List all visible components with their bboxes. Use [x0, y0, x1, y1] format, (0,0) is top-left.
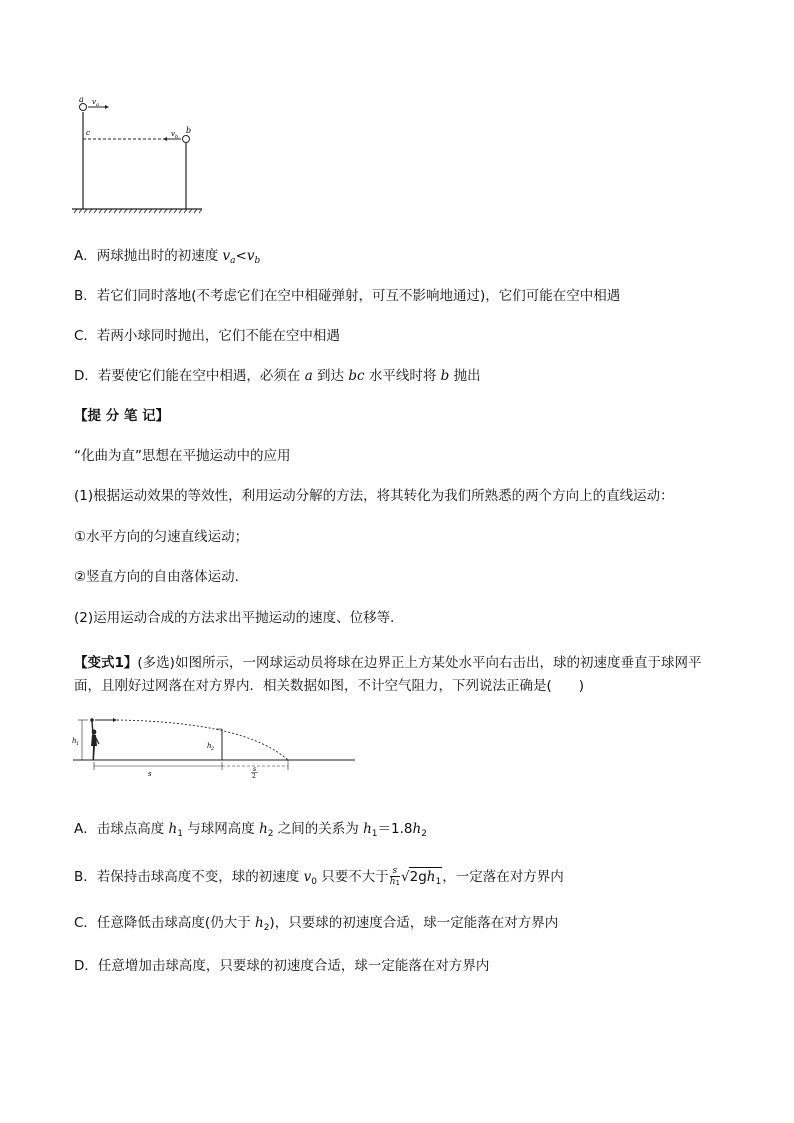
variant-line-2: 面，且刚好过网落在对方界内．相关数据如图，不计空气阻力，下列说法正确是( )	[74, 678, 585, 694]
q2-b-text-1: B．若保持击球高度不变，球的初速度	[74, 869, 304, 885]
option-b: B．若它们同时落地(不考虑它们在空中相碰弹射，可互不影响地通过)，它们可能在空中相遇	[74, 288, 621, 304]
option-d-text-1: D．若要使它们能在空中相遇，必须在	[74, 368, 305, 384]
option-d-text-4: 抛出	[449, 368, 481, 384]
velocity-arrow-head	[113, 718, 117, 722]
label-a: a	[79, 95, 84, 104]
q2-a-text-1: A．击球点高度	[74, 821, 169, 837]
var-h1: h	[168, 821, 178, 837]
q2-b-text-3: ，一定落在对方界内	[442, 869, 564, 885]
sqrt-symbol: √	[401, 869, 410, 885]
var-vb: v	[246, 248, 255, 264]
label-vb-sub: b	[175, 134, 179, 140]
q2-a-text-2: 与球网高度	[182, 821, 260, 837]
ball-a	[80, 104, 87, 111]
label-vb: v	[171, 130, 175, 138]
q2-b-text-2: 只要不大于	[316, 869, 389, 885]
sqrt-h: h	[426, 869, 436, 885]
option-d-text-2: 到达	[312, 368, 349, 384]
notes-p1: (1)根据运动效果的等效性，利用运动分解的方法，将其转化为我们所熟悉的两个方向上的直线运动：	[74, 488, 674, 504]
var-v0-sub: 0	[311, 877, 317, 887]
notes-title: “化曲为直”思想在平抛运动中的应用	[74, 448, 291, 464]
label-h1: h	[72, 737, 77, 745]
variant-line-1	[74, 654, 701, 672]
q2-a-text-3: 之间的关系为	[273, 821, 364, 837]
var-h2-c-sub: 2	[263, 923, 270, 933]
label-va: v	[92, 98, 96, 106]
fraction-numerator: s	[390, 866, 400, 877]
sqrt-content	[409, 867, 443, 891]
tennis-ball	[90, 718, 94, 722]
arrow-va-head	[105, 105, 109, 109]
var-h2: h	[259, 821, 268, 837]
less-than: <	[235, 248, 247, 264]
notes-p1-1: ①水平方向的匀速直线运动；	[74, 529, 249, 545]
option-a	[74, 247, 260, 270]
var-va-sub: a	[230, 256, 236, 266]
q2-option-b	[74, 866, 564, 891]
option-d	[74, 367, 481, 385]
sqrt-2g: 2g	[409, 869, 427, 885]
option-c: C．若两小球同时抛出，它们不能在空中相遇	[74, 328, 340, 344]
q2-c-text-2: )，只要球的初速度合适，球一定能落在对方界内	[269, 915, 559, 931]
var-vb-sub: b	[254, 256, 261, 266]
var-h1-sub: 1	[177, 829, 183, 839]
label-h2-sub: 2	[211, 746, 215, 752]
figure-two-balls	[68, 94, 208, 214]
equals-value: ＝1.8	[377, 821, 413, 837]
variant-text-1: (多选)如图所示，一网球运动员将球在边界正上方某处水平向右击出，球的初速度垂直于球网平	[137, 655, 702, 671]
var-h1-b-sub: 1	[371, 829, 378, 839]
label-s2-num: s	[253, 766, 257, 773]
sqrt-h-sub: 1	[435, 877, 442, 887]
q2-option-c	[74, 914, 558, 937]
trajectory	[117, 720, 288, 760]
fraction-den-h: h	[389, 877, 396, 887]
label-va-sub: a	[96, 102, 99, 108]
player-figure	[91, 721, 99, 760]
var-h2-sub: 2	[267, 829, 274, 839]
q2-option-d: D．任意增加击球高度，只要球的初速度合适，球一定能落在对方界内	[74, 958, 490, 974]
var-bc: bc	[348, 368, 365, 384]
label-h1-sub: 1	[76, 741, 80, 747]
q2-option-a	[74, 820, 427, 843]
var-a: a	[304, 368, 313, 384]
fraction-s-over-h1	[390, 866, 400, 888]
var-b: b	[440, 368, 450, 384]
label-s: s	[148, 770, 152, 778]
var-va: v	[222, 248, 231, 264]
var-v0: v	[303, 869, 312, 885]
ball-b	[183, 136, 190, 143]
option-d-text-3: 水平线时将	[364, 368, 441, 384]
var-h2-b: h	[412, 821, 422, 837]
fraction-den-sub: 1	[395, 879, 400, 887]
variant-tag: 【变式1】	[74, 655, 138, 671]
notes-p2: (2)运用运动合成的方法求出平抛运动的速度、位移等．	[74, 610, 404, 626]
notes-p1-2: ②竖直方向的自由落体运动．	[74, 569, 249, 585]
label-b: b	[186, 126, 192, 135]
notes-header: 【提 分 笔 记】	[74, 408, 170, 424]
option-a-text: A．两球抛出时的初速度	[74, 248, 223, 264]
var-h2-c: h	[254, 915, 264, 931]
var-h2-b-sub: 2	[421, 829, 427, 839]
q2-c-text-1: C．任意降低击球高度(仍大于	[74, 915, 255, 931]
arrow-vb-head	[163, 137, 167, 141]
label-c: c	[86, 129, 90, 137]
figure-tennis	[70, 716, 360, 778]
label-s2-den: 2	[252, 773, 256, 778]
label-h2: h	[207, 742, 212, 750]
var-h1-b: h	[363, 821, 372, 837]
